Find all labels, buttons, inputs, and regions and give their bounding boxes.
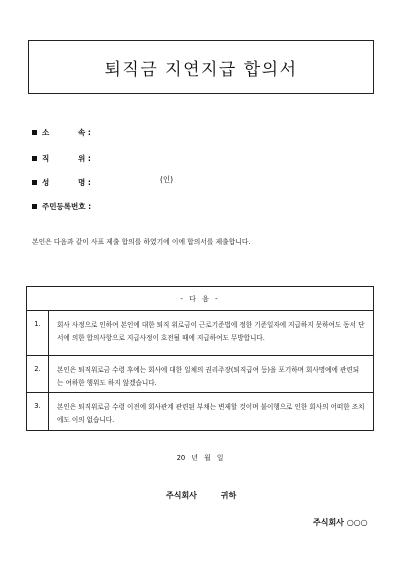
field-label-position-a: 직 xyxy=(42,154,50,163)
item-text: 회사 사정으로 인하여 본인에 대한 퇴직 위로금이 근로기준법에 정한 기준일자에 지급하지 못하여도 동서 단서에 의한 합의사항으로 지급사정이 호전될 때에 지급하여도 무방합니다. xyxy=(57,321,365,342)
table-row xyxy=(27,311,373,356)
bullet-square-icon xyxy=(32,130,37,135)
table-row xyxy=(27,356,373,393)
field-label-name-a: 성 xyxy=(42,178,50,187)
table-header: - 다 음 - xyxy=(27,287,373,311)
date-line: 20 년 월 일 xyxy=(176,454,224,462)
item-text: 본인은 퇴직위로금 수령 후에는 회사에 대한 일체의 권리주장(퇴직급여 등)을 포기하며 회사명예에 관련되는 여하한 행위도 하지 않겠습니다. xyxy=(57,366,360,387)
addressee xyxy=(166,490,236,501)
terms-table xyxy=(26,286,374,431)
field-resident-number xyxy=(32,201,91,212)
field-name xyxy=(32,177,91,188)
item-number: 2. xyxy=(27,356,49,392)
table-row xyxy=(27,393,373,430)
bullet-square-icon xyxy=(32,180,37,185)
item-number: 3. xyxy=(27,393,49,430)
field-label-resident-number: 주민등록번호 : xyxy=(42,202,92,211)
document-title: 퇴직금 지연지급 합의서 xyxy=(104,59,298,80)
title-box xyxy=(28,40,374,94)
bullet-square-icon xyxy=(32,204,37,209)
field-label-department-b: 속 : xyxy=(78,128,91,137)
addressee-suffix: 귀하 xyxy=(220,491,237,500)
field-label-name-b: 명 : xyxy=(78,178,91,187)
field-position xyxy=(32,153,91,164)
field-department xyxy=(32,127,91,138)
addressee-company: 주식회사 xyxy=(166,491,197,500)
field-label-position-b: 위 : xyxy=(78,154,91,163)
item-text: 본인은 퇴직위로금 수령 이전에 회사관계 관련된 부채는 변제할 것이며 불이행으로 인한 회사의 어떠한 조치에도 이의 없습니다. xyxy=(57,403,365,424)
intro-text: 본인은 다음과 같이 사표 제출 합의를 하였기에 이에 합의서를 제출합니다. xyxy=(32,238,251,246)
field-label-department-a: 소 xyxy=(42,128,50,137)
signer: 주식회사 ○○○ xyxy=(313,518,368,527)
bullet-square-icon xyxy=(32,156,37,161)
item-number: 1. xyxy=(27,311,49,355)
seal-mark: (인) xyxy=(160,175,174,184)
